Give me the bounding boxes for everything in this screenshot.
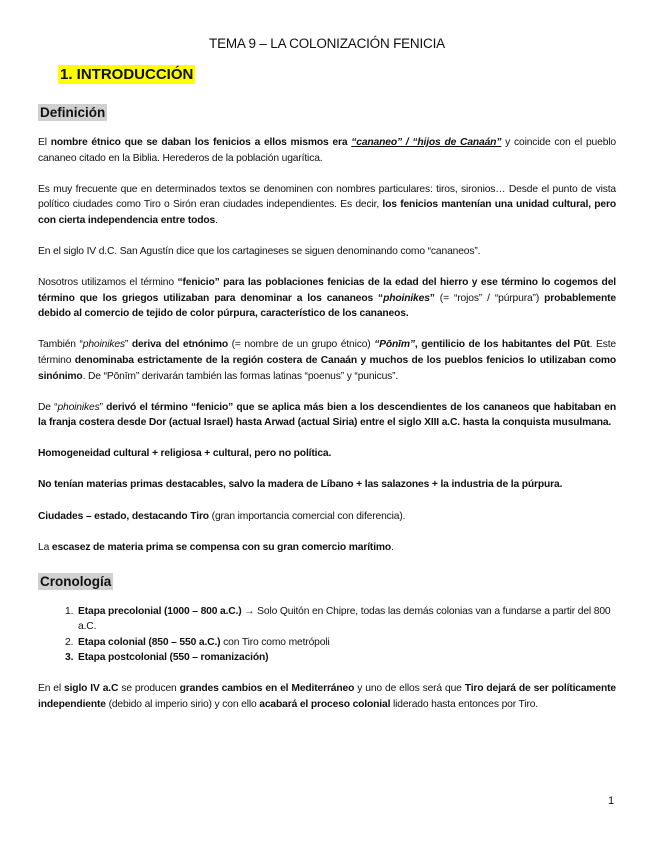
text-run: ” <box>124 339 132 351</box>
text-run: ” <box>99 401 107 413</box>
text-run: → Solo Quitón en Chipre, todas las demás colonias van a fundarse a partir del 800 a.C. <box>78 605 611 633</box>
text-run: phoinikes <box>82 339 125 351</box>
text-run: acabará el proceso colonial <box>259 698 391 710</box>
paragraph <box>38 135 616 166</box>
text-run: Es muy frecuente que en determinados textos se denominen con nombres particulares: tiros, sironios… Desde el punto de vista político ciudades como Tiro o Sirón eran ciudades independientes. Es decir, <box>38 183 616 211</box>
paragraph <box>38 182 616 229</box>
paragraph <box>38 244 616 260</box>
list-item <box>76 635 616 651</box>
text-run: derivó el término “fenicio” que se aplica más bien a los descendientes de los cananeos que habitaban en la franja costera desde Dor (actual Israel) hasta Arwad (actual Siria) entre el siglo XIII a.C. hasta la conquista musulmana. <box>38 401 616 429</box>
text-run: deriva del etnónimo <box>131 339 229 351</box>
text-run: phoinikes <box>383 292 430 304</box>
list-item <box>76 604 616 635</box>
text-run: siglo IV a.C <box>64 683 119 695</box>
text-run: Etapa colonial (850 – 550 a.C.) <box>78 636 221 648</box>
text-run: . <box>215 214 218 226</box>
text-run: ” <box>429 292 435 304</box>
text-run: y coincide con el pueblo cananeo citado en la Biblia. Herederos de la población ugarítica. <box>38 137 616 164</box>
text-run: . <box>391 541 394 553</box>
text-run: (debido al imperio sirio) y con ello <box>105 698 260 710</box>
paragraph <box>38 446 616 462</box>
text-run: La <box>38 541 52 553</box>
text-run: (= nombre de un grupo étnico) <box>228 339 375 351</box>
paragraph <box>38 509 616 525</box>
text-run: En el siglo IV d.C. San Agustín dice que los cartagineses se siguen denominando como “cananeos”. <box>38 245 481 257</box>
section-heading-wrap <box>58 65 616 84</box>
text-run: “Pōnīm” <box>374 339 415 351</box>
text-run: Tiro dejará de ser políticamente independiente <box>38 683 617 710</box>
subheading-definicion: Definición <box>40 105 106 120</box>
text-run: . De “Pōnīm” derivarán también las formas latinas “poenus” y “punicus”. <box>82 370 399 382</box>
paragraph <box>38 681 616 712</box>
paragraph <box>38 275 616 322</box>
text-run: “cananeo” / “hijos de Canaán” <box>351 137 502 148</box>
page-number: 1 <box>608 795 615 807</box>
text-run: No tenían materias primas destacables, salvo la madera de Líbano + las salazones + la industria de la púrpura. <box>38 479 563 491</box>
text-run: liderado hasta entonces por Tiro. <box>390 698 539 710</box>
paragraph <box>38 540 616 556</box>
chronology-list <box>38 604 616 666</box>
text-run: y uno de ellos será que <box>354 683 465 695</box>
text-run: . Este término <box>38 339 616 366</box>
text-run: Nosotros utilizamos el término <box>38 277 178 289</box>
text-run: denominaba estrictamente de la región costera de Canaán y muchos de los pueblos fenicios lo utilizaban como sinónimo <box>38 354 616 382</box>
text-run: grandes cambios en el Mediterráneo <box>179 683 355 695</box>
text-run: (gran importancia comercial con diferencia). <box>208 510 406 522</box>
document-title: TEMA 9 – LA COLONIZACIÓN FENICIA <box>209 36 445 51</box>
text-run: Etapa postcolonial (550 – romanización) <box>78 652 269 664</box>
paragraph <box>38 400 616 431</box>
list-item <box>76 650 616 666</box>
text-run: Homogeneidad cultural + religiosa + cultural, pero no política. <box>38 448 332 460</box>
text-run: , gentilicio de los habitantes del Pūt <box>414 339 590 351</box>
section-heading: 1. INTRODUCCIÓN <box>60 66 194 83</box>
text-run: se producen <box>118 683 180 695</box>
text-run: los fenicios mantenían una unidad cultural, pero con cierta independencia entre todos <box>38 199 617 226</box>
paragraph <box>38 477 616 493</box>
text-run: El <box>38 137 51 148</box>
text-run: con Tiro como metrópoli <box>220 636 330 648</box>
text-run: “fenicio” para las poblaciones fenicias de la edad del hierro y ese término lo cogemos del término que los griegos utilizaban para denominar a los cananeos “ <box>38 277 616 304</box>
text-run: Ciudades – estado, destacando Tiro <box>38 510 209 522</box>
text-run: (= “rojos” / “púrpura”) <box>434 292 545 304</box>
text-run: En el <box>38 683 65 695</box>
text-run: De “ <box>38 401 58 413</box>
text-run: phoinikes <box>57 401 100 413</box>
text-run: Etapa precolonial (1000 – 800 a.C.) <box>78 605 242 617</box>
document-page <box>38 36 616 728</box>
paragraph <box>38 337 616 384</box>
subheading-cronologia: Cronología <box>40 573 112 589</box>
text-run: También “ <box>38 339 83 351</box>
text-run: nombre étnico que se daban los fenicios a ellos mismos era <box>50 137 352 148</box>
text-run: probablemente debido al comercio de tejido de color púrpura, característico de los cananeos. <box>38 292 616 320</box>
text-run: escasez de materia prima se compensa con su gran comercio marítimo <box>51 541 392 553</box>
